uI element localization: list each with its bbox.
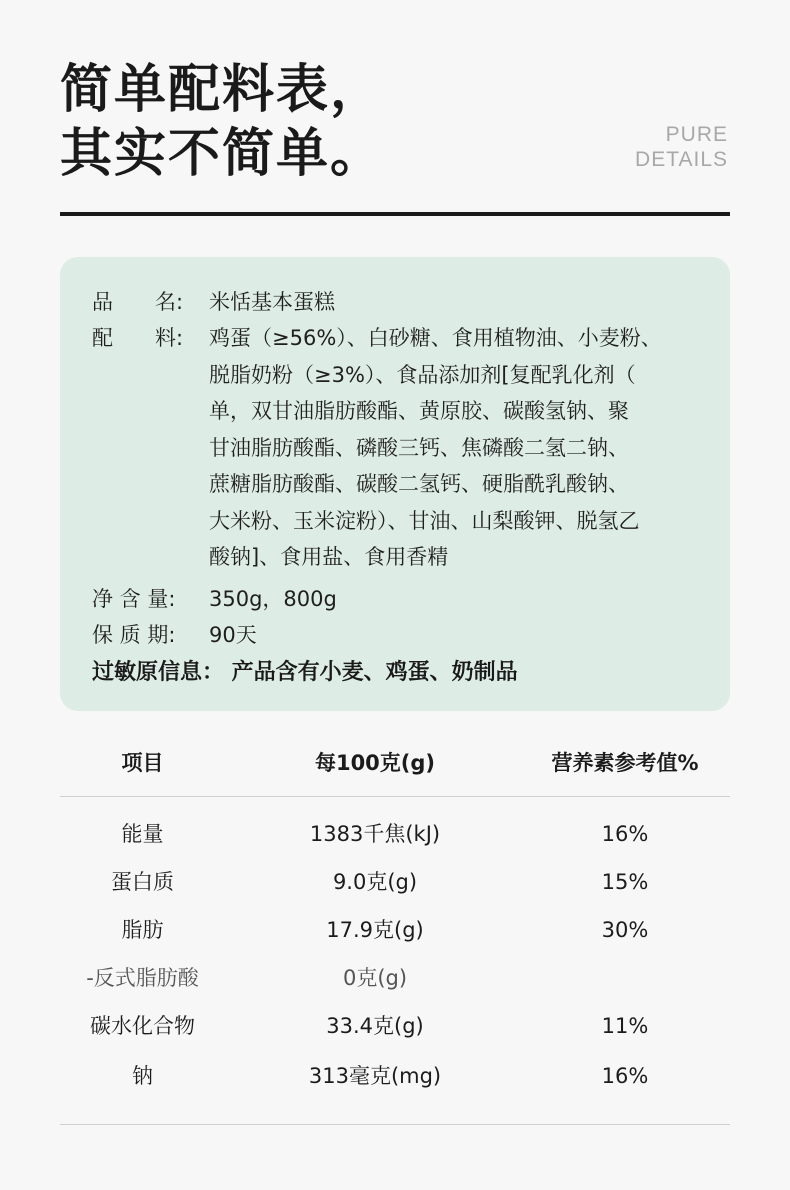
nutrient-amount: 1383千焦(kJ) — [309, 822, 441, 846]
nutrient-name: 能量 — [121, 822, 164, 846]
ingredients-text — [209, 320, 662, 576]
nutrient-name: -反式脂肪酸 — [86, 966, 199, 990]
nutrient-amount: 9.0克(g) — [332, 870, 418, 894]
ingredients-line: 蔗糖脂肪酸酯、碳酸二氢钙、硬脂酰乳酸钠、 — [209, 472, 629, 496]
header-divider — [60, 212, 730, 216]
allergen-info: 过敏原信息： 产品含有小麦、鸡蛋、奶制品 — [92, 660, 518, 685]
net-weight-value: 350g，800g — [209, 587, 337, 611]
header-per-100g: 每100克(g) — [314, 751, 436, 775]
shelf-life-row — [92, 617, 257, 653]
table-row — [60, 960, 730, 996]
tag-line-2: DETAILS — [635, 148, 728, 171]
ingredients-row — [92, 320, 209, 356]
nutrient-name: 碳水化合物 — [90, 1014, 195, 1038]
headline — [60, 58, 384, 186]
ingredients-line: 大米粉、玉米淀粉）、甘油、山梨酸钾、脱氢乙 — [209, 508, 640, 533]
nutrient-amount: 17.9克(g) — [326, 918, 424, 942]
header-nrv: 营养素参考值% — [551, 751, 699, 775]
table-row — [60, 1008, 730, 1044]
table-row — [60, 864, 730, 900]
ingredients-line: 酸钠]、食用盐、食用香精 — [209, 545, 449, 569]
product-name-label: 品 名: — [92, 290, 184, 314]
headline-line-2: 其实不简单。 — [60, 124, 385, 184]
nutrient-nrv: 30% — [601, 918, 649, 942]
product-name-row — [92, 284, 335, 320]
ingredients-line: 鸡蛋（≥56%）、白砂糖、食用植物油、小麦粉、 — [209, 326, 662, 350]
nutrient-amount: 0克(g) — [342, 966, 408, 990]
table-row — [60, 912, 730, 948]
net-weight-label: 净 含 量: — [92, 587, 176, 611]
headline-line-1: 简单配料表， — [60, 60, 385, 120]
ingredients-line: 脱脂奶粉（≥3%）、食品添加剂[复配乳化剂（ — [209, 362, 636, 387]
product-info-card — [60, 257, 730, 711]
table-row — [60, 1058, 730, 1094]
ingredients-line: 单，双甘油脂肪酸酯、黄原胶、碳酸氢钠、聚 — [209, 399, 629, 423]
nutrient-amount: 313毫克(mg) — [308, 1064, 442, 1088]
table-row — [60, 816, 730, 852]
net-weight-row — [92, 581, 337, 617]
table-bottom-divider — [60, 1124, 730, 1125]
nutrient-nrv: 11% — [601, 1014, 649, 1038]
tag-line-1: PURE — [665, 123, 728, 146]
pure-details-tag — [635, 122, 728, 172]
nutrient-nrv: 16% — [601, 822, 649, 846]
nutrient-name: 蛋白质 — [111, 870, 174, 894]
header-item: 项目 — [121, 751, 164, 775]
nutrient-nrv: 16% — [601, 1064, 649, 1088]
ingredients-label: 配 料: — [92, 326, 184, 350]
nutrient-name: 脂肪 — [121, 918, 164, 942]
table-top-divider — [60, 796, 730, 797]
nutrient-name: 钠 — [132, 1064, 153, 1088]
shelf-life-label: 保 质 期: — [92, 623, 176, 647]
nutrient-nrv: 15% — [601, 870, 649, 894]
nutrient-amount: 33.4克(g) — [326, 1014, 424, 1038]
shelf-life-value: 90天 — [209, 623, 257, 647]
product-name-value: 米恬基本蛋糕 — [209, 290, 335, 314]
nutrition-table-header — [60, 745, 730, 781]
ingredients-line: 甘油脂肪酸酯、磷酸三钙、焦磷酸二氢二钠、 — [209, 435, 629, 460]
